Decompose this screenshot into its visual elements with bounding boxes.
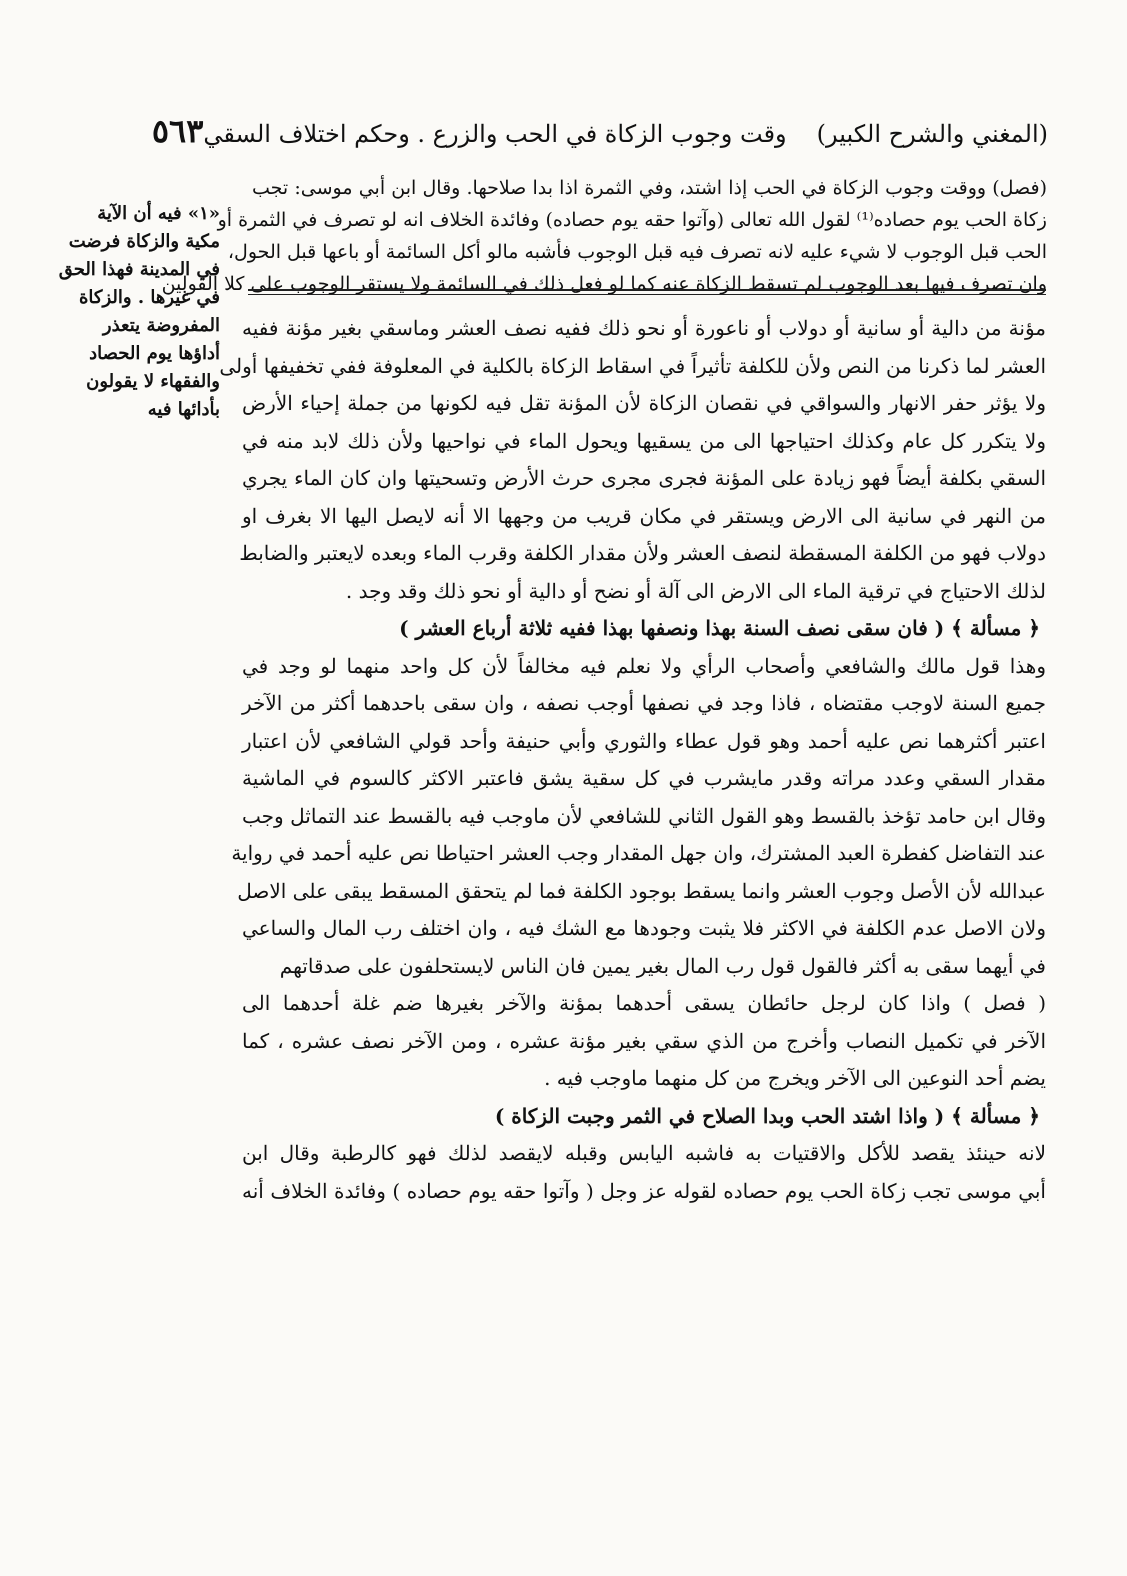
page-topic: وقت وجوب الزكاة في الحب والزرع . وحكم اختلاف السقي xyxy=(203,120,787,148)
commentary-line: مقدار السقي وعدد مراته وقدر مايشرب في كل سقية يشق فاعتبر الاكثر كالسوم في الماشية xyxy=(242,766,1046,790)
page-header xyxy=(151,112,1048,156)
page-number: ٥٦٣ xyxy=(151,112,204,150)
footnote-line: والفقهاء لا يقولون xyxy=(86,371,220,392)
commentary-line: مؤنة من دالية أو سانية أو دولاب أو ناعورة أو نحو ذلك ففيه نصف العشر وماسقي بغير مؤنة ففيه xyxy=(242,316,1046,340)
main-text-top xyxy=(161,172,1047,300)
commentary-line: أبي موسى تجب زكاة الحب يوم حصاده لقوله عز وجل ( وآتوا حقه يوم حصاده ) وفائدة الخلاف أنه xyxy=(242,1178,1046,1203)
commentary-line: ولا يتكرر كل عام وكذلك احتياجها الى من يسقيها ويحول الماء في نواحيها ولأن ذلك لابد منه في xyxy=(242,428,1046,453)
commentary-line: ولا يؤثر حفر الانهار والسواقي في نقصان الزكاة لأن المؤنة تقل فيه لكونها من جملة إحياء الأرض xyxy=(242,391,1046,415)
commentary-line: عبدالله لأن الأصل وجوب العشر وانما يسقط بوجود الكلفة فما لم يتحقق المسقط يبقى على الاصل xyxy=(237,878,1046,903)
text-line: وان تصرف فيها بعد الوجوب لم تسقط الزكاة عنه كما لو فعل ذلك في السائمة ولا يستقر الوجوب على كلا القولين xyxy=(161,273,1047,295)
commentary-line: من النهر في سانية الى الارض ويستقر في مكان قريب من وجهها الا أنه لايصل اليها الا بغرف او xyxy=(242,503,1046,528)
commentary-line: السقي بكلفة أيضاً فهو زيادة على المؤنة فجرى مجرى حرث الأرض وتسحيتها وان كان الماء يجري xyxy=(242,466,1046,490)
footnote-line: في غيرها . والزكاة xyxy=(78,287,220,308)
section-divider-thin xyxy=(248,294,1046,295)
commentary-line: في أيهما سقى به أكثر فالقول قول رب المال بغير يمين فان الناس لايستحلفون على صدقاتهم xyxy=(279,953,1046,978)
book-title: (المغني والشرح الكبير) xyxy=(816,120,1048,148)
masala-heading: ﴿ مسألة ﴾ ( فان سقى نصف السنة بهذا ونصفها بهذا ففيه ثلاثة أرباع العشر ) xyxy=(399,616,1040,640)
commentary-line: العشر لما ذكرنا من النص ولأن للكلفة تأثيراً في اسقاط الزكاة بالكلية في المعلوفة ففي تخفيفها أولى xyxy=(219,353,1046,378)
footnote-line: مكية والزكاة فرضت xyxy=(68,231,220,252)
text-line: زكاة الحب يوم حصاده⁽¹⁾ لقول الله تعالى (وآتوا حقه يوم حصاده) وفائدة الخلاف انه لو تصرف في الثمرة أو xyxy=(217,209,1047,231)
commentary-line: وهذا قول مالك والشافعي وأصحاب الرأي ولا نعلم فيه مخالفاً لأن كل واحد منهما لو وجد في xyxy=(242,653,1046,678)
footnote-line: أداؤها يوم الحصاد xyxy=(89,343,220,364)
commentary-line: الآخر في تكميل النصاب وأخرج من الذي سقي بغير مؤنة عشره ، ومن الآخر نصف عشره ، كما xyxy=(242,1028,1046,1053)
footnote-line: في المدينة فهذا الحق xyxy=(58,259,220,280)
commentary-line: ( فصل ) واذا كان لرجل حائطان يسقى أحدهما بمؤنة والآخر بغيرها ضم غلة أحدهما الى xyxy=(242,991,1046,1015)
commentary-line: ولان الاصل عدم الكلفة في الاكثر فلا يثبت وجودها مع الشك فيه ، وان اختلف رب المال والساعي xyxy=(242,916,1046,940)
commentary-line: عند التفاضل كفطرة العبد المشترك، وان جهل المقدار وجب العشر احتياطا نص عليه أحمد في رواية xyxy=(231,841,1046,865)
footnote-line: المفروضة يتعذر xyxy=(102,315,220,336)
commentary-line: لانه حينئذ يقصد للأكل والاقتيات به فاشبه اليابس وقبله لايقصد لذلك فهو كالرطبة وقال ابن xyxy=(242,1141,1047,1165)
commentary-line: اعتبر أكثرهما نص عليه أحمد وهو قول عطاء والثوري وأبي حنيفة وأحد قولي الشافعي لأن اعتبار xyxy=(242,728,1046,753)
commentary-text xyxy=(219,310,1047,1210)
margin-footnote xyxy=(44,200,220,424)
text-line: الحب قبل الوجوب لا شيء عليه لانه تصرف فيه قبل الوجوب فأشبه مالو أكل السائمة أو باعها قبل الحول، xyxy=(227,241,1047,263)
text-line: (فصل) ووقت وجوب الزكاة في الحب إذا اشتد، وفي الثمرة اذا بدا صلاحها. وقال ابن أبي موسى: تجب xyxy=(252,177,1047,199)
masala-heading: ﴿ مسألة ﴾ ( واذا اشتد الحب وبدا الصلاح في الثمر وجبت الزكاة ) xyxy=(494,1103,1040,1128)
section-divider xyxy=(248,289,1046,291)
commentary-line: دولاب فهو من الكلفة المسقطة لنصف العشر ولأن مقدار الكلفة وقرب الماء وبعده لايعتبر والضابط xyxy=(239,541,1046,565)
commentary-line: وقال ابن حامد تؤخذ بالقسط وهو القول الثاني للشافعي لأن ماوجب فيه بالقسط عند التماثل وجب xyxy=(242,803,1046,828)
commentary-line: يضم أحد النوعين الى الآخر ويخرج من كل منهما ماوجب فيه . xyxy=(544,1066,1046,1090)
footnote-line: «١» فيه أن الآية xyxy=(97,203,220,224)
commentary-line: جميع السنة لاوجب مقتضاه ، فاذا وجد في نصفها أوجب نصفه ، وان سقى باحدهما أكثر من الآخر xyxy=(242,691,1046,715)
footnote-line: بأدائها فيه xyxy=(147,399,220,420)
commentary-line: لذلك الاحتياج في ترقية الماء الى الارض الى آلة أو نضح أو دالية أو نحو ذلك وقد وجد . xyxy=(345,578,1046,603)
